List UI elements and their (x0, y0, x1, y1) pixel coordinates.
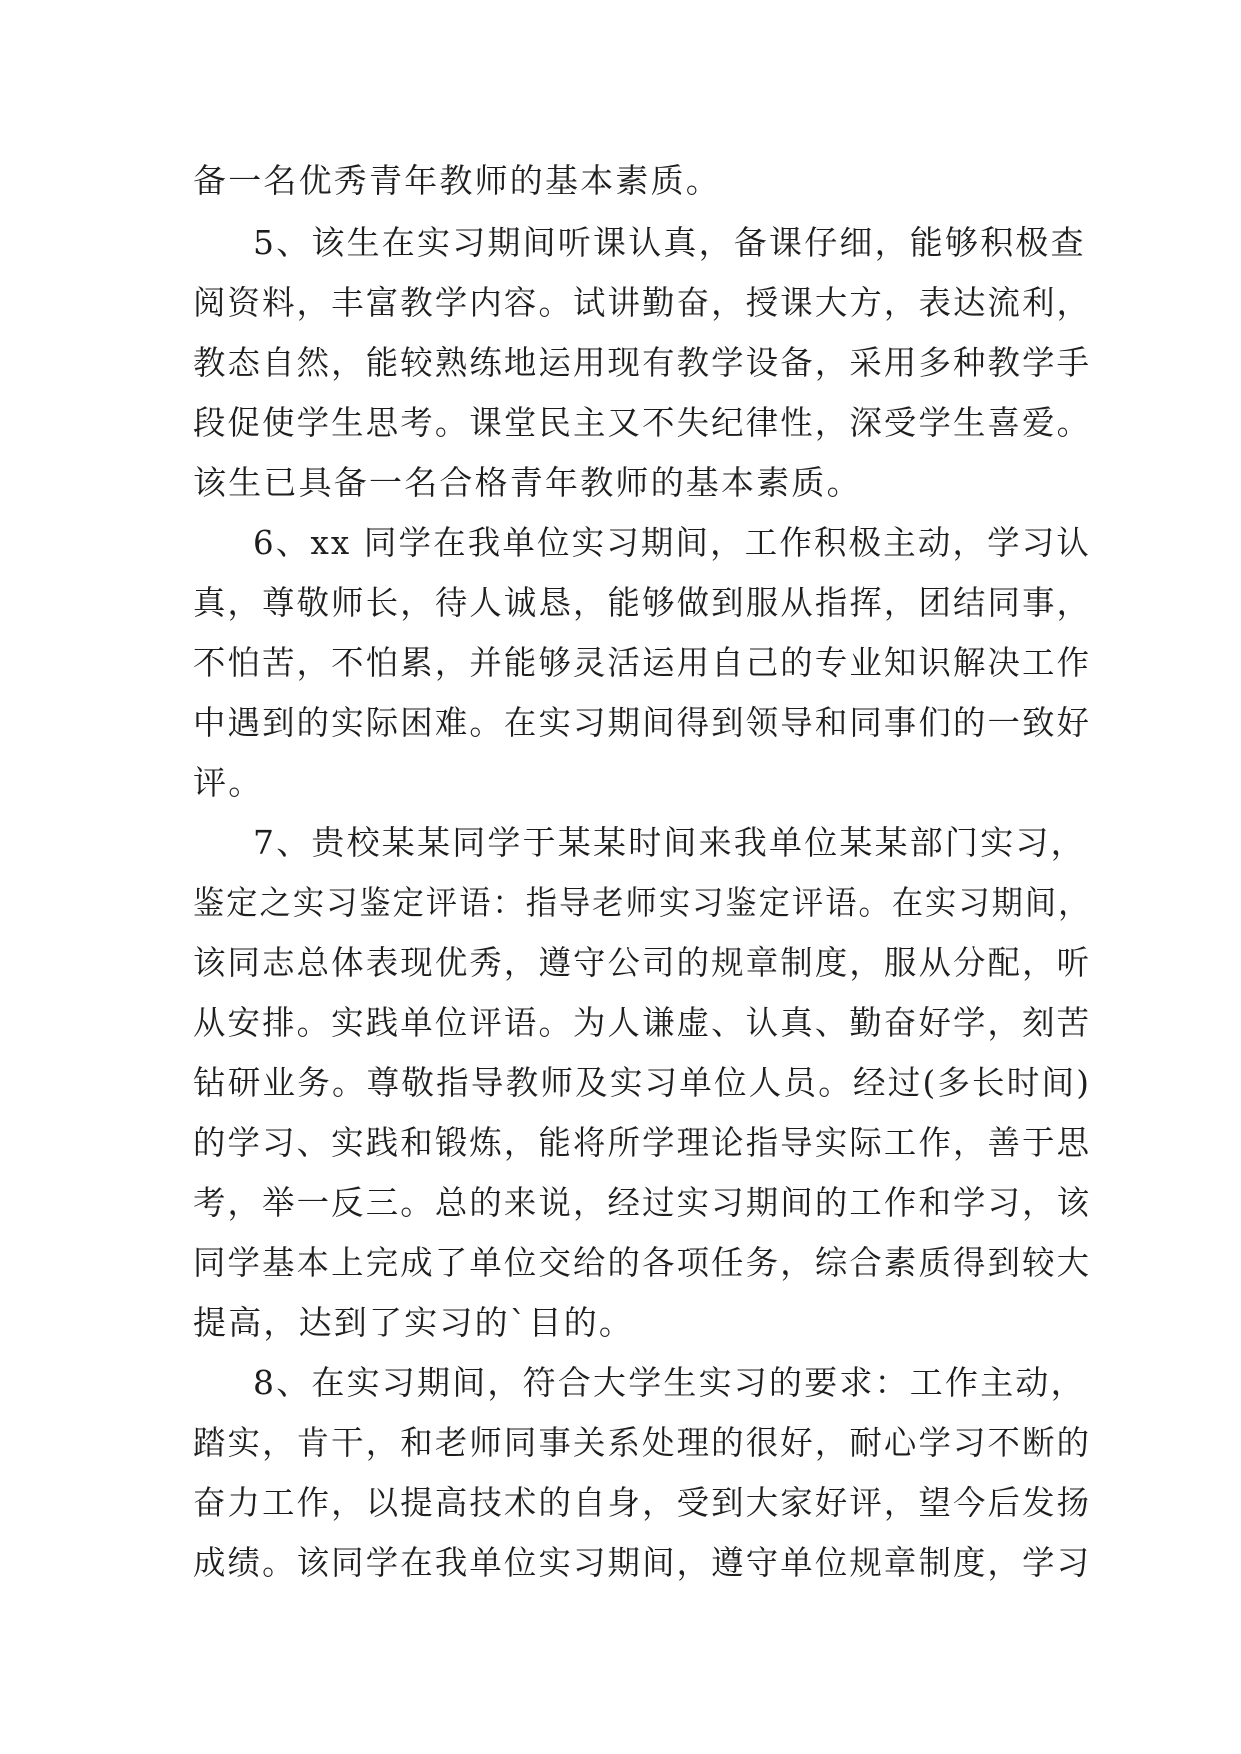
text-line: 备一名优秀青年教师的基本素质。 (193, 161, 721, 200)
text-line: 同学基本上完成了单位交给的各项任务，综合素质得到较大 (193, 1243, 1092, 1282)
text-line: 从安排。实践单位评语。为人谦虚、认真、勤奋好学，刻苦 (193, 1003, 1092, 1042)
text-line: 评。 (193, 763, 264, 802)
text-line: 教态自然，能较熟练地运用现有教学设备，采用多种教学手 (193, 343, 1092, 382)
text-line: 奋力工作，以提高技术的自身，受到大家好评，望今后发扬 (193, 1483, 1092, 1522)
text-line: 不怕苦，不怕累，并能够灵活运用自己的专业知识解决工作 (193, 643, 1092, 682)
text-line: 段促使学生思考。课堂民主又不失纪律性，深受学生喜爱。 (193, 403, 1092, 442)
text-line: 的学习、实践和锻炼，能将所学理论指导实际工作，善于思 (193, 1123, 1092, 1162)
text-line: 提高，达到了实习的`目的。 (193, 1303, 635, 1342)
text-line: 该同志总体表现优秀，遵守公司的规章制度，服从分配，听 (193, 943, 1092, 982)
text-line: 中遇到的实际困难。在实习期间得到领导和同事们的一致好 (193, 703, 1092, 742)
text-line: 考，举一反三。总的来说，经过实习期间的工作和学习，该 (193, 1183, 1092, 1222)
text-line: 8、在实习期间，符合大学生实习的要求：工作主动， (253, 1363, 1086, 1402)
text-line: 该生已具备一名合格青年教师的基本素质。 (193, 463, 862, 502)
text-line: 阅资料，丰富教学内容。试讲勤奋，授课大方，表达流利， (193, 283, 1092, 322)
text-line: 5、该生在实习期间听课认真，备课仔细，能够积极查 (253, 223, 1086, 262)
text-line: 鉴定之实习鉴定评语：指导老师实习鉴定评语。在实习期间， (193, 883, 1092, 922)
text-line: 踏实，肯干，和老师同事关系处理的很好，耐心学习不断的 (193, 1423, 1092, 1462)
text-line: 真，尊敬师长，待人诚恳，能够做到服从指挥，团结同事， (193, 583, 1092, 622)
text-line: 6、xx 同学在我单位实习期间，工作积极主动，学习认 (253, 523, 1091, 562)
text-line: 成绩。该同学在我单位实习期间，遵守单位规章制度，学习 (193, 1543, 1092, 1582)
text-line: 钻研业务。尊敬指导教师及实习单位人员。经过(多长时间) (193, 1063, 1092, 1102)
text-line: 7、贵校某某同学于某某时间来我单位某某部门实习， (253, 823, 1086, 862)
